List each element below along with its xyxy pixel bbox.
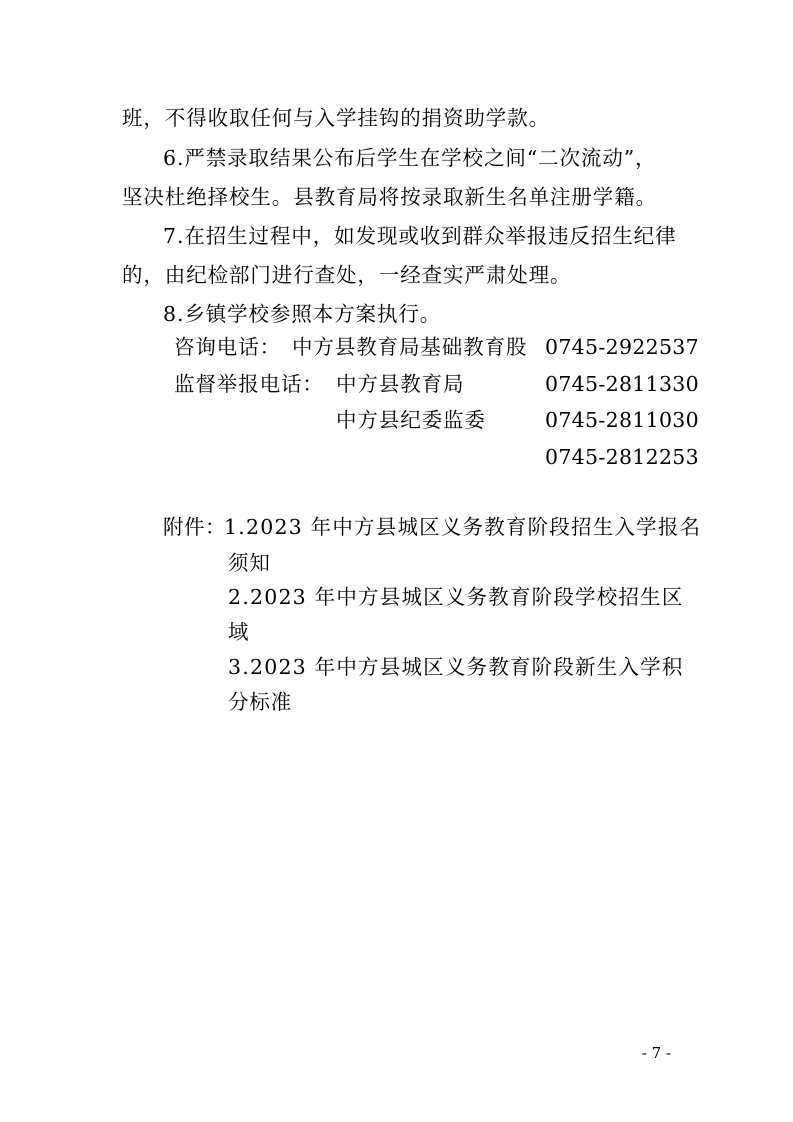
attachment-item: 分标准 — [228, 690, 293, 714]
attachment-item: 域 — [228, 620, 250, 644]
report-phone: 0745-2811030 — [545, 408, 699, 432]
attachments-label: 附件： — [163, 515, 226, 539]
paragraph-line: 的，由纪检部门进行查处，一经查实严肃处理。 — [122, 263, 572, 287]
attachment-item: 须知 — [228, 551, 271, 575]
paragraph-line: 班，不得收取任何与入学挂钩的捐资助学款。 — [122, 106, 550, 130]
attachment-item: 1.2023 年中方县城区义务教育阶段招生入学报名 — [224, 515, 702, 539]
attachment-item: 3.2023 年中方县城区义务教育阶段新生入学积 — [228, 655, 684, 679]
attachment-item: 2.2023 年中方县城区义务教育阶段学校招生区 — [228, 585, 684, 609]
report-label: 监督举报电话： — [174, 372, 324, 396]
consult-org: 中方县教育局基础教育股 — [292, 335, 528, 359]
paragraph-line: 6.严禁录取结果公布后学生在学校之间“二次流动”， — [163, 146, 657, 170]
report-org: 中方县教育局 — [336, 372, 465, 396]
consult-label: 咨询电话： — [174, 335, 281, 359]
paragraph-line: 7.在招生过程中，如发现或收到群众举报违反招生纪律 — [163, 224, 677, 248]
paragraph-line: 坚决杜绝择校生。县教育局将按录取新生名单注册学籍。 — [122, 185, 657, 209]
paragraph-line: 8.乡镇学校参照本方案执行。 — [163, 302, 442, 326]
report-phone: 0745-2812253 — [545, 445, 699, 469]
consult-phone: 0745-2922537 — [545, 335, 699, 359]
report-org: 中方县纪委监委 — [336, 408, 486, 432]
report-phone: 0745-2811330 — [545, 372, 699, 396]
page-number: - 7 - — [641, 1044, 671, 1062]
